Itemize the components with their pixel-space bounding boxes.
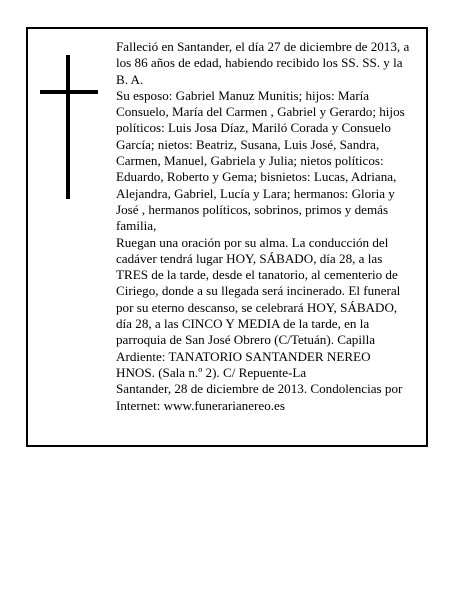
latin-cross-icon (40, 55, 98, 199)
cross-horizontal-bar (40, 90, 98, 94)
cross-vertical-bar (66, 55, 70, 199)
death-announcement: Falleció en Santander, el día 27 de diciembre de 2013, a los 86 años de edad, habiendo recibido los SS. SS. y la B. A. (116, 39, 410, 87)
family-list: Su esposo: Gabriel Manuz Munitis; hijos: María Consuelo, María del Carmen , Gabriel y Gerardo; hijos políticos: Luis Josa Díaz, Mariló Corada y Consuelo García; nietos: Beatriz, Susana, Luis José, Sandra, Carmen, Manuel, Gabriela y Julia; nietos políticos: Eduardo, Roberto y Gema; bisnietos: Lucas, Adriana, Alejandra, Gabriel, Lucía y Lara; hermanos: Gloria y José , hermanos políticos, sobrinos, primos y demás familia, (116, 87, 405, 234)
funeral-details: Ruegan una oración por su alma. La conducción del cadáver tendrá lugar HOY, SÁBADO, día 28, a las TRES de la tarde, desde el tanatorio, al cementerio de Ciriego, donde a su llegada será incinerado. El funeral por su eterno descanso, se celebrará HOY, SÁBADO, día 28, a las CINCO Y MEDIA de la tarde, en la parroquia de San José Obrero (C/Tetuán). Capilla Ardiente: TANATORIO SANTANDER NEREO HNOS. (Sala n.º 2). C/ Repuente-La Santander, 28 de diciembre de 2013. Condolencias por Internet: www.funerarianereo.es (116, 234, 403, 413)
obituary-notice (26, 27, 428, 447)
obituary-text (116, 39, 426, 414)
